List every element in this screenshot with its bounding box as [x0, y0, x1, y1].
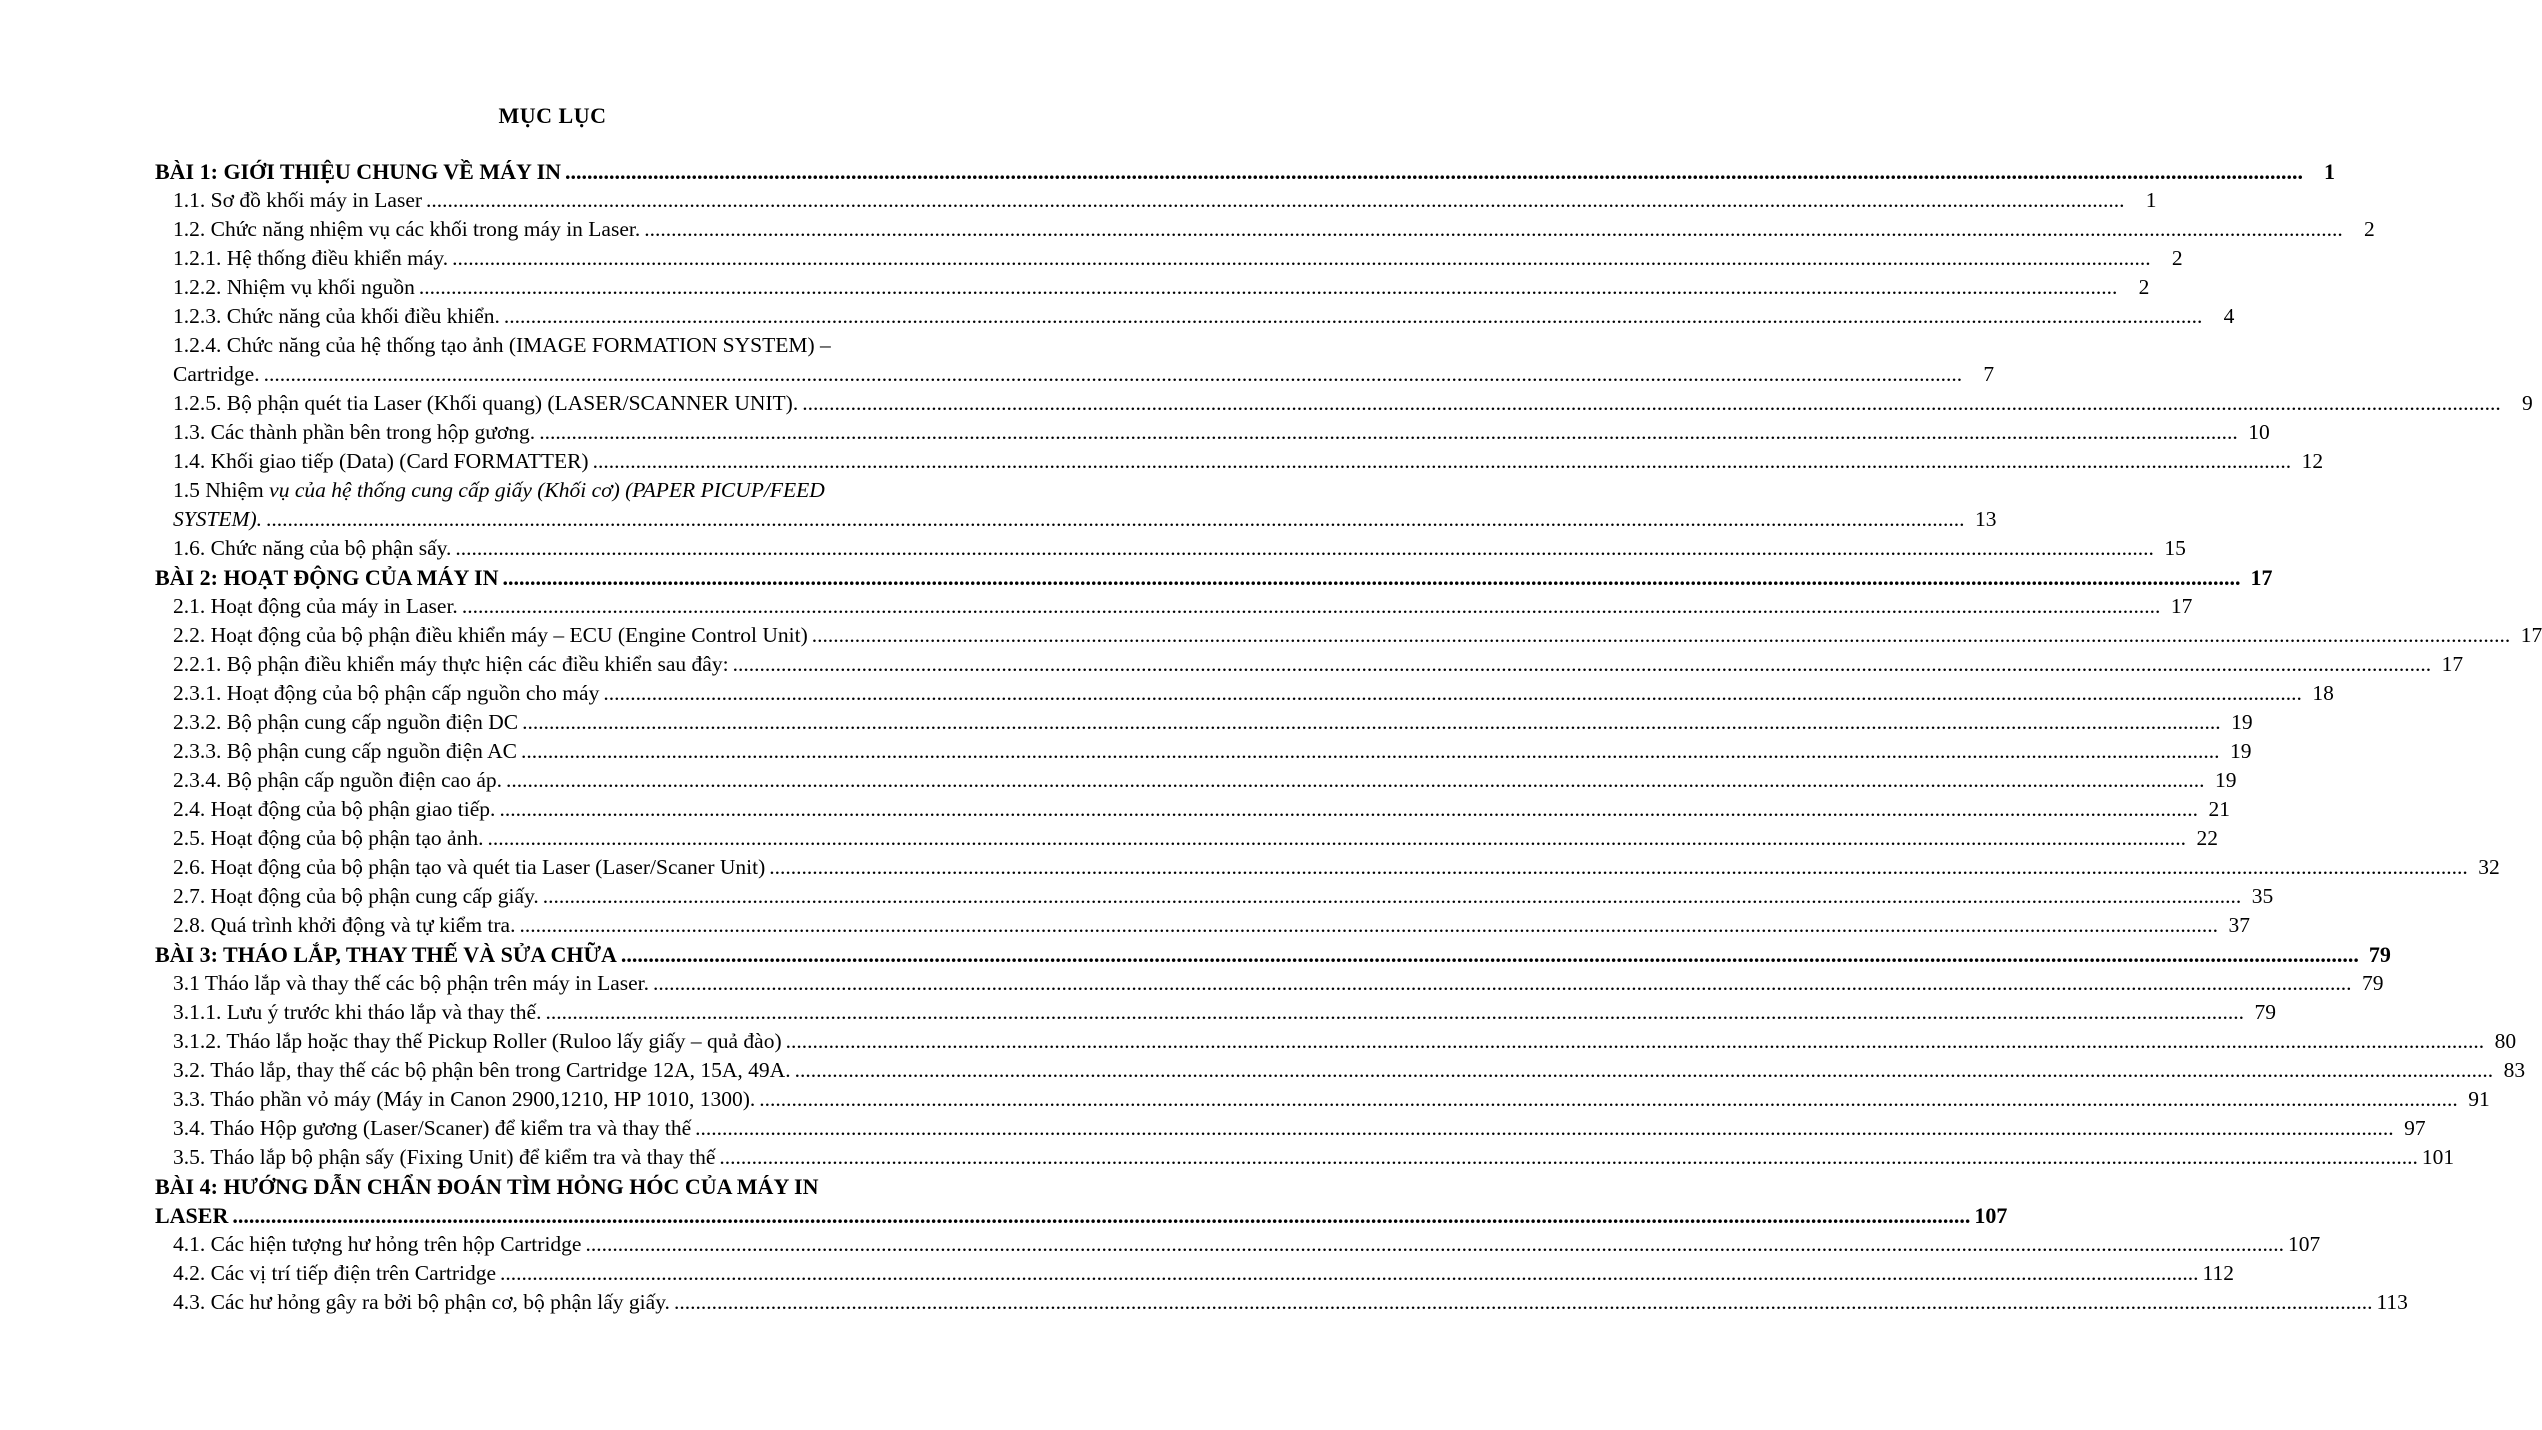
toc-entry-line[interactable] [155, 1172, 1003, 1201]
toc-entry-text: 4.1. Các hiện tượng hư hỏng trên hộp Cartridge [173, 1232, 582, 1256]
leader-dots [266, 505, 1965, 534]
leader-dots [519, 911, 2218, 940]
leader-dots [759, 1085, 2458, 1114]
leader-dots [674, 1288, 2373, 1317]
toc-entry-text: 2.2.1. Bộ phận điều khiển máy thực hiện các điều khiển sau đây: [173, 652, 729, 676]
toc-entry-page: 9 [2521, 391, 2533, 415]
leader-dots [521, 737, 2220, 766]
toc-entry-page: 113 [2376, 1290, 2408, 1314]
leader-dots [452, 244, 2151, 273]
leader-dots [545, 998, 2244, 1027]
toc-entry-page: 101 [2421, 1145, 2455, 1169]
leader-dots [621, 940, 2359, 969]
toc-entry-page: 80 [2494, 1029, 2517, 1053]
toc-entry-chapter-3[interactable] [155, 940, 2391, 969]
toc-entry[interactable] [155, 853, 2500, 882]
leader-dots [500, 1259, 2199, 1288]
toc-entry-page: 17 [2441, 652, 2464, 676]
leader-dots [653, 969, 2352, 998]
toc-entry-text: 2.2. Hoạt động của bộ phận điều khiển máy – ECU (Engine Control Unit) [173, 623, 808, 647]
toc-entry-text: 2.3.2. Bộ phận cung cấp nguồn điện DC [173, 710, 519, 734]
toc-entry-text: 1.3. Các thành phần bên trong hộp gương. [173, 420, 536, 444]
toc-entry-text: 1.2.2. Nhiệm vụ khối nguồn [173, 275, 415, 299]
toc-entry-page: 83 [2503, 1058, 2526, 1082]
leader-dots [603, 679, 2302, 708]
toc-entry-page: 107 [1974, 1203, 2008, 1228]
toc-entry-text: 2.3.3. Bộ phận cung cấp nguồn điện AC [173, 739, 517, 763]
toc-entry-page: 107 [2287, 1232, 2321, 1256]
toc-entry-text: 3.1.2. Tháo lắp hoặc thay thế Pickup Roller (Ruloo lấy giấy – quả đào) [173, 1029, 782, 1053]
toc-entry-text: BÀI 2: HOẠT ĐỘNG CỦA MÁY IN [155, 565, 499, 590]
toc-entry[interactable] [155, 360, 1995, 389]
toc-entry-text: 1.2.4. Chức năng của hệ thống tạo ảnh (IMAGE FORMATION SYSTEM) – [173, 333, 831, 357]
toc-entry[interactable] [155, 882, 2274, 911]
toc-entry-text: 2.6. Hoạt động của bộ phận tạo và quét tia Laser (Laser/Scaner Unit) [173, 855, 766, 879]
leader-dots [426, 186, 2125, 215]
toc-entry[interactable] [155, 1056, 2526, 1085]
page-title: MỤC LỤC [498, 103, 607, 128]
leader-dots [543, 882, 2242, 911]
toc-entry-page: 19 [2215, 768, 2237, 792]
toc-entry[interactable] [155, 679, 2334, 708]
toc-entry-page: 12 [2301, 449, 2324, 473]
toc-entry-text: 3.1 Tháo lắp và thay thế các bộ phận trên máy in Laser. [173, 971, 650, 995]
toc-entry-text: 3.3. Tháo phần vỏ máy (Máy in Canon 2900,1210, HP 1010, 1300). [173, 1087, 756, 1111]
toc-entry-page: 17 [2250, 565, 2273, 590]
leader-dots [232, 1201, 1970, 1230]
toc-entry[interactable] [155, 824, 2218, 853]
toc-entry-page: 18 [2312, 681, 2334, 705]
toc-entry-page: 112 [2202, 1261, 2234, 1285]
toc-entry[interactable] [155, 708, 2253, 737]
toc-entry-text: 3.4. Tháo Hộp gương (Laser/Scaner) để kiểm tra và thay thế [173, 1116, 692, 1140]
leader-dots [733, 650, 2432, 679]
toc-entry-text: 1.2.3. Chức năng của khối điều khiển. [173, 304, 500, 328]
toc-entry[interactable] [155, 302, 2235, 331]
leader-dots [812, 621, 2511, 650]
toc-entry[interactable] [155, 215, 2375, 244]
toc-entry[interactable] [155, 1143, 2455, 1172]
toc-entry-text: 2.5. Hoạt động của bộ phận tạo ảnh. [173, 826, 484, 850]
toc-entry-text: 2.1. Hoạt động của máy in Laser. [173, 594, 458, 618]
toc-entry-page: 10 [2248, 420, 2270, 444]
leader-dots [695, 1114, 2394, 1143]
toc-entry-chapter-1[interactable] [155, 157, 2336, 186]
toc-entry[interactable] [155, 621, 2542, 650]
toc-entry-text: 1.1. Sơ đồ khối máy in Laser [173, 188, 423, 212]
toc-entry-text: 2.3.1. Hoạt động của bộ phận cấp nguồn cho máy [173, 681, 600, 705]
leader-dots [264, 360, 1963, 389]
leader-dots [462, 592, 2161, 621]
toc-entry-page: 37 [2228, 913, 2250, 937]
toc-entry-page: 4 [2223, 304, 2235, 328]
leader-dots [419, 273, 2118, 302]
toc-entry-chapter-2[interactable] [155, 563, 2273, 592]
toc-entry-text: 2.8. Quá trình khởi động và tự kiểm tra. [173, 913, 516, 937]
leader-dots [522, 708, 2221, 737]
toc-entry[interactable] [155, 998, 2276, 1027]
leader-dots [487, 824, 2186, 853]
toc-entry[interactable] [155, 1027, 2517, 1056]
toc-entry-page: 91 [2468, 1087, 2490, 1111]
leader-dots [565, 157, 2303, 186]
toc-entry[interactable] [155, 273, 2150, 302]
toc-entry[interactable] [155, 244, 2183, 273]
toc-entry-text: 3.1.1. Lưu ý trước khi tháo lắp và thay thế. [173, 1000, 542, 1024]
toc-entry-text: BÀI 4: HƯỚNG DẪN CHẨN ĐOÁN TÌM HỎNG HÓC CỦA MÁY IN [155, 1174, 819, 1199]
toc-entry-text: 1.6. Chức năng của bộ phận sấy. [173, 536, 452, 560]
leader-dots [769, 853, 2468, 882]
leader-dots [499, 795, 2198, 824]
toc-entry-text: 1.4. Khối giao tiếp (Data) (Card FORMATTER) [173, 449, 589, 473]
toc-entry-text-italic: vụ của hệ thống cung cấp giấy (Khối cơ) (PAPER PICUP/FEED [269, 478, 825, 502]
leader-dots [539, 418, 2238, 447]
leader-dots [585, 1230, 2284, 1259]
toc-entry-page: 19 [2231, 710, 2253, 734]
toc-entry[interactable] [155, 911, 2250, 940]
toc-entry-text: 4.3. Các hư hỏng gây ra bởi bộ phận cơ, bộ phận lấy giấy. [173, 1290, 670, 1314]
toc-entry-chapter-4[interactable] [155, 1201, 2008, 1230]
toc-entry-page: 15 [2164, 536, 2186, 560]
toc-entry-page: 79 [2368, 942, 2391, 967]
toc-entry-text: SYSTEM). [173, 507, 262, 531]
leader-dots [786, 1027, 2485, 1056]
toc-entry[interactable] [155, 737, 2252, 766]
leader-dots [593, 447, 2292, 476]
toc-entry-page: 17 [2520, 623, 2542, 647]
toc-entry[interactable] [155, 1085, 2490, 1114]
toc-entry-text: BÀI 1: GIỚI THIỆU CHUNG VỀ MÁY IN [155, 159, 562, 184]
toc-entry-text: Cartridge. [173, 362, 260, 386]
toc-entry-text: 1.5 Nhiệm [173, 478, 270, 502]
toc-entry-text: 1.2.5. Bộ phận quét tia Laser (Khối quang) (LASER/SCANNER UNIT). [173, 391, 799, 415]
table-of-contents [155, 157, 2542, 1317]
leader-dots [455, 534, 2154, 563]
toc-entry-text: 2.3.4. Bộ phận cấp nguồn điện cao áp. [173, 768, 502, 792]
leader-dots [802, 389, 2501, 418]
toc-entry[interactable] [155, 534, 2186, 563]
leader-dots [795, 1056, 2494, 1085]
toc-entry-page: 19 [2229, 739, 2252, 763]
toc-entry-page: 2 [2138, 275, 2150, 299]
toc-entry[interactable] [155, 1259, 2234, 1288]
toc-entry-line[interactable] [155, 476, 1003, 505]
toc-entry[interactable] [155, 389, 2533, 418]
toc-entry-page: 79 [2254, 1000, 2276, 1024]
toc-entry[interactable] [155, 969, 2384, 998]
toc-entry-page: 7 [1983, 362, 1995, 386]
leader-dots [506, 766, 2205, 795]
toc-entry-text: 2.4. Hoạt động của bộ phận giao tiếp. [173, 797, 496, 821]
toc-entry-text: 3.5. Tháo lắp bộ phận sấy (Fixing Unit) để kiểm tra và thay thế [173, 1145, 716, 1169]
toc-entry-page: 35 [2251, 884, 2274, 908]
toc-entry-page: 22 [2196, 826, 2218, 850]
toc-entry[interactable] [155, 766, 2237, 795]
toc-entry-page: 97 [2404, 1116, 2426, 1140]
toc-entry-text: 2.7. Hoạt động của bộ phận cung cấp giấy. [173, 884, 539, 908]
toc-entry-page: 1 [2324, 159, 2336, 184]
toc-entry[interactable] [155, 592, 2193, 621]
toc-entry[interactable] [155, 186, 2157, 215]
toc-entry-line[interactable] [155, 331, 1003, 360]
toc-entry[interactable] [155, 505, 1997, 534]
toc-entry-page: 2 [2363, 217, 2375, 241]
leader-dots [504, 302, 2203, 331]
toc-entry-text: 4.2. Các vị trí tiếp điện trên Cartridge [173, 1261, 497, 1285]
toc-entry[interactable] [155, 795, 2230, 824]
toc-entry-page: 17 [2170, 594, 2193, 618]
toc-entry-text: 1.2. Chức năng nhiệm vụ các khối trong máy in Laser. [173, 217, 641, 241]
toc-entry-page: 13 [1975, 507, 1997, 531]
leader-dots [644, 215, 2343, 244]
leader-dots [719, 1143, 2418, 1172]
leader-dots [502, 563, 2240, 592]
toc-entry-page: 2 [2171, 246, 2183, 270]
toc-entry[interactable] [155, 1230, 2321, 1259]
toc-entry-page: 21 [2208, 797, 2230, 821]
toc-entry[interactable] [155, 1114, 2426, 1143]
toc-entry[interactable] [155, 1288, 2408, 1317]
toc-entry[interactable] [155, 418, 2270, 447]
toc-entry[interactable] [155, 447, 2324, 476]
toc-entry[interactable] [155, 650, 2464, 679]
toc-entry-text: LASER [155, 1203, 229, 1228]
toc-entry-page: 79 [2362, 971, 2384, 995]
toc-entry-text: BÀI 3: THÁO LẮP, THAY THẾ VÀ SỬA CHỮA [155, 942, 617, 967]
toc-entry-text: 3.2. Tháo lắp, thay thế các bộ phận bên trong Cartridge 12A, 15A, 49A. [173, 1058, 791, 1082]
toc-entry-text: 1.2.1. Hệ thống điều khiển máy. [173, 246, 449, 270]
toc-entry-page: 32 [2478, 855, 2500, 879]
toc-entry-page: 1 [2145, 188, 2157, 212]
